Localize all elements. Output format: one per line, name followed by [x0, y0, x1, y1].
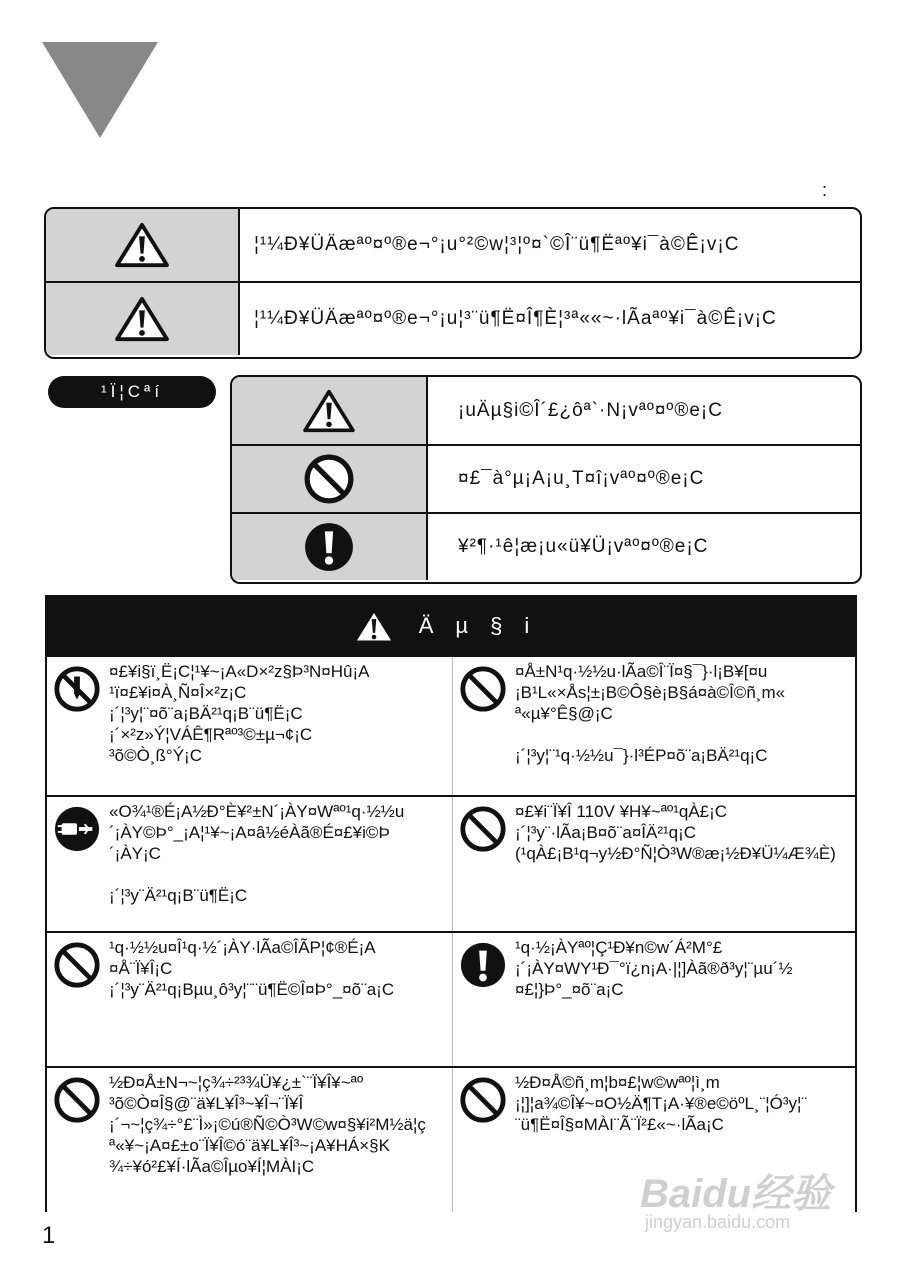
severity-text: ¦¹¼Ð¥ÜÄæªº¤º®e¬°¡u°²©w¦³¦º¤`©Î¨ü¶Ëªº¥i¯à©Ê¡v¡C — [254, 234, 740, 255]
warning-banner-title: Äµ§i — [418, 613, 552, 638]
severity-text: ¦¹¼Ð¥ÜÄæªº¤º®e¬°¡u¦³¨ü¶Ë¤Î¶È¦³ª««~·lÃaªº¥i¯à©Ê¡v¡C — [254, 308, 777, 329]
warning-triangle-icon — [46, 283, 240, 355]
warning-triangle-icon — [232, 377, 428, 444]
warning-text: ¤£¥i¨Ï¥Î 110V ¥H¥~ªº¹qÀ£¡C ¡´¦³y¨·lÃa¡B¤õ¨a¤ÎÄ²¹q¡C (¹qÀ£¡B¹q¬y½Ð°Ñ¦Ò³W®æ¡½Ð¥Ü¼Æ¾È) — [515, 802, 836, 863]
warning-text: ¤£¥i§ï¸Ë¡C¦¹¥~¡A«D×²z§Þ³N¤Hû¡A ¹ï¤£¥i¤À¸Ñ¤Î×²z¡C ¡´¦³y¦¨¤õ¨a¡BÄ²¹q¡B¨ü¶Ë¡C ¡´×²z»Ý¦VÁÊ¶Rªº³©±µ¬¢¡C ³õ©Ò¸ß°Ý¡C — [109, 662, 370, 765]
watermark-url: jingyan.baidu.com — [645, 1212, 791, 1232]
page-number: 1 — [42, 1222, 56, 1249]
prohibited-icon — [459, 1076, 507, 1124]
symbol-text: ¥²¶·¹ê¦æ¡u«ü¥Ü¡vªº¤º®e¡C — [458, 536, 709, 557]
prohibited-icon — [232, 446, 428, 512]
severity-legend-table — [44, 207, 862, 359]
warning-item — [453, 797, 857, 931]
symbol-text: ¡uÄµ§i©Î´£¿ôª`·N¡vªº¤º®e¡C — [458, 399, 723, 421]
warning-text: ½Ð¤Å±N¬~¦ç¾÷²³¾Ü¥¿±`¨Ï¥Î¥~ªº ³õ©Ò¤Î§@¨ä¥L¥Î³~¥Î¬¨Ï¥Î ¡´¬~¦ç¾÷°£¨Ì»¡©ú®Ñ©Ò³W©w¤§¥i²M½ä¦ç ª«¥~¡A¤£±o¨Ï¥Î©ó¨ä¥L¥Î³~¡A¥HÁ×§K ¾÷¥ó²£¥Í·lÃa©Îµo¥Í¦MÀI¡C — [109, 1073, 426, 1176]
watermark-logo: Baidu经验 — [640, 1172, 832, 1216]
warning-triangle-icon — [46, 209, 240, 281]
symbol-legend-table — [230, 375, 862, 584]
prohibited-icon — [53, 941, 101, 989]
no-disassembly-icon — [53, 665, 101, 713]
warning-banner — [45, 595, 857, 657]
prohibited-icon — [459, 665, 507, 713]
symbol-legend-pill: ¹Ï¦Cªí — [48, 376, 216, 408]
warning-item — [47, 797, 452, 931]
prohibited-icon — [459, 805, 507, 853]
symbol-text: ¤£¯à°µ¡A¡u¸T¤î¡vªº¤º®e¡C — [458, 468, 705, 489]
warning-item — [47, 1068, 452, 1212]
symbol-row-prohibited — [232, 446, 860, 514]
warning-text: ¹q·½¡ÀYªº¦Ç¹Ð¥n©w´Á²M°£ ¡´¡ÀY¤WY¹Ð¯°ï¿n¡A·|¦]Àã®ð³y¦¨µu´½ ¤£¦}Þ°_¤õ¨a¡C — [515, 938, 793, 999]
warnings-grid — [45, 657, 857, 1212]
section-marker-triangle — [42, 42, 158, 138]
warning-text: ¹q·½½u¤Î¹q·½´¡ÀY·lÃa©ÎÃP¦¢®É¡A ¤Å¨Ï¥Î¡C ¡´¦³y¨Ä²¹q¡Bµu¸ô³y¦¨¨ü¶Ë©Î¤Þ°_¤õ¨a¡C — [109, 938, 395, 999]
mandatory-exclamation-icon — [232, 514, 428, 580]
warning-item — [453, 657, 857, 795]
prohibited-icon — [53, 1076, 101, 1124]
severity-row-death — [46, 209, 860, 283]
symbol-row-caution — [232, 377, 860, 446]
warning-triangle-icon — [351, 607, 397, 645]
warning-item — [47, 657, 452, 795]
warning-text: ½Ð¤Å©ñ¸m¦b¤£¦w©wªº¦ì¸m ¡¦]¦a¾©Î¥~¤O½Ä¶T¡A·¥®e©öºL¸¨¦Ó³y¦¨ ¨ü¶Ë¤Î§¤MÀI¨Ã¨Ï²£«~·lÃa¡C — [515, 1073, 808, 1134]
colon-mark: : — [822, 180, 828, 200]
symbol-row-mandatory — [232, 514, 860, 580]
warning-item — [453, 933, 857, 1066]
unplug-icon — [53, 805, 101, 853]
warning-item — [47, 933, 452, 1066]
warning-text: «O¾¹®É¡A½Ð°È¥²±N´¡ÀY¤Wªº¹q·½½u ´¡ÀY©Þ°_¡A¦¹¥~¡A¤â½éÀã®É¤£¥i©Þ ´¡ÀY¡C ¡´¦³y¨Ä²¹q¡B¨ü¶Ë¡C — [109, 802, 405, 905]
severity-row-injury — [46, 283, 860, 355]
warning-text: ¤Å±N¹q·½½u·lÃa©Î¨Ï¤§¯}·l¡B¥[¤u ¡B¹L«×Ås¦±¡B©Ô§è¡B§á¤à©Î©ñ¸m« ª«µ¥°Ê§@¡C ¡´¦³y¦¨¹q·½½u¯}·l³ÉP¤õ¨a¡BÄ²¹q¡C — [515, 662, 786, 765]
mandatory-exclamation-icon — [459, 941, 507, 989]
